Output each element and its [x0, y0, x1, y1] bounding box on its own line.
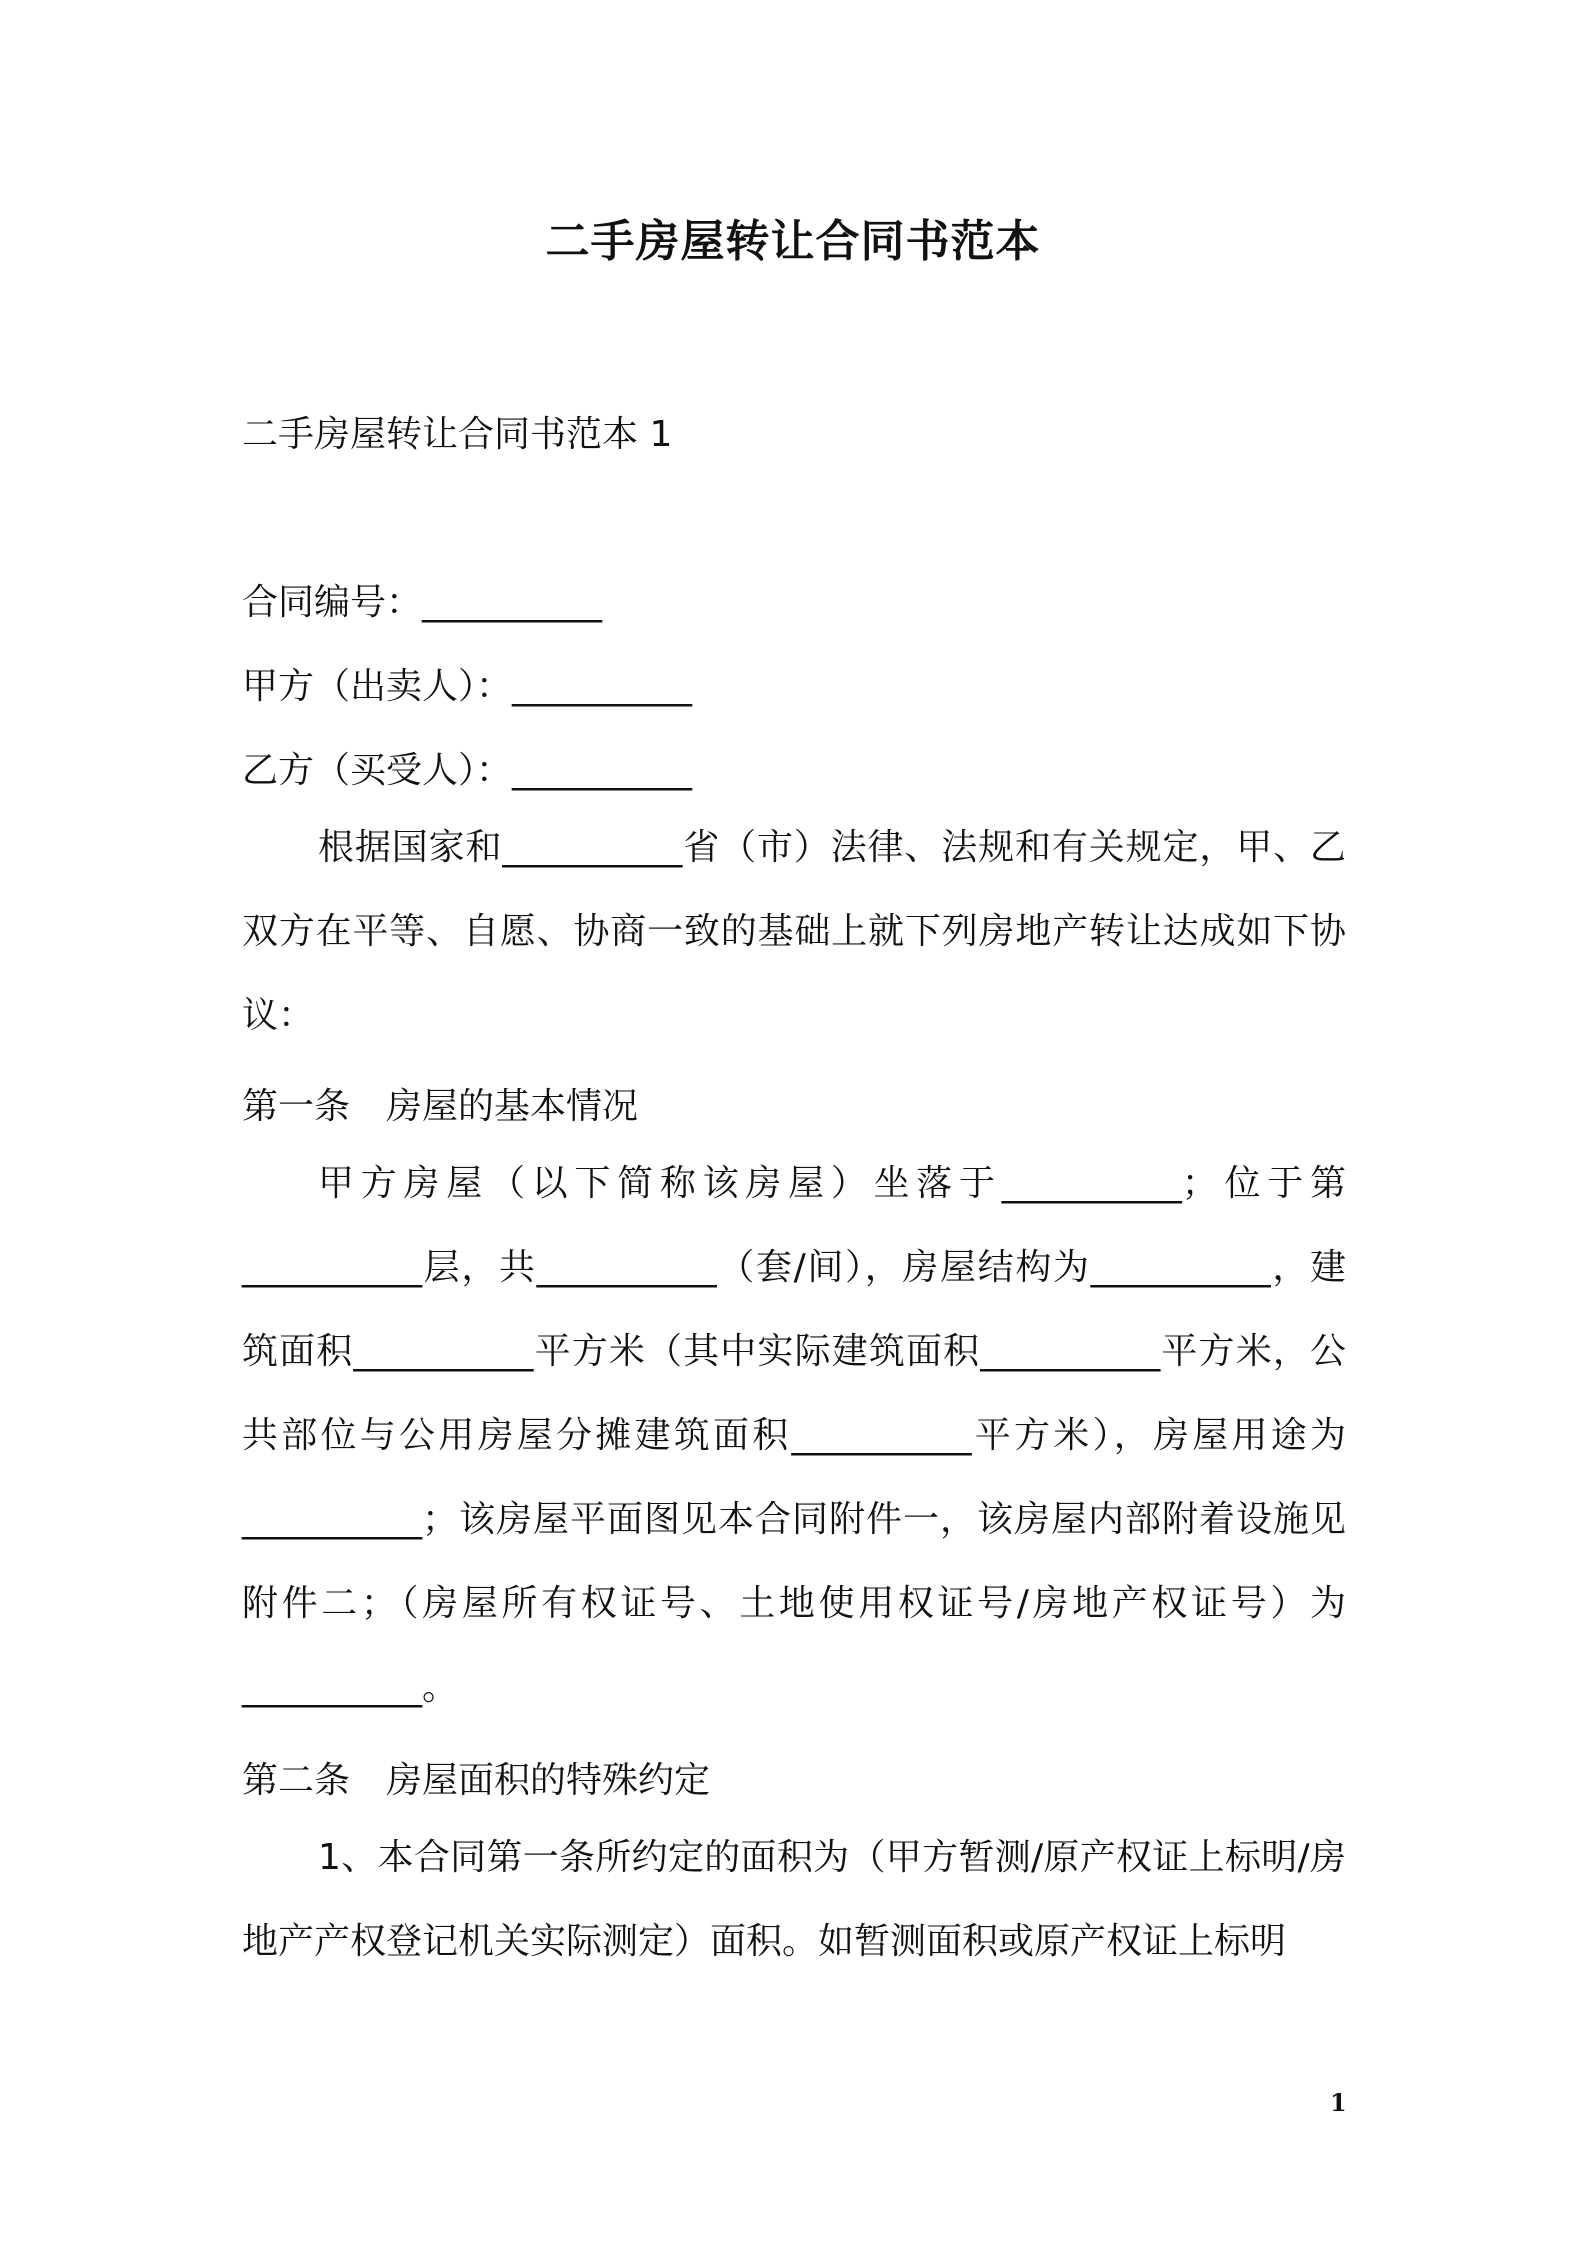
article-1-body: 甲方房屋（以下简称该房屋）坐落于__________；位于第__________层，共__________（套/间），房屋结构为__________，建筑面积__________平方米（其中实际建筑面积__________平方米，公共部位与公用房屋分摊建筑面积__________平方米），房屋用途为__________；该房屋平面图见本合同附件一，该房屋内部附着设施见附件二；（房屋所有权证号、土地使用权证号/房地产权证号）为__________。: [242, 1163, 1346, 1708]
article-2-heading: 第二条 房屋面积的特殊约定: [242, 1760, 711, 1801]
preamble-paragraph: 根据国家和__________省（市）法律、法规和有关规定，甲、乙双方在平等、自愿、协商一致的基础上就下列房地产转让达成如下协议：: [242, 827, 1346, 1036]
party-b-line: 乙方（买受人）：__________: [242, 750, 693, 791]
article-1-heading: 第一条 房屋的基本情况: [242, 1086, 639, 1127]
document-subtitle: 二手房屋转让合同书范本 1: [242, 414, 673, 455]
page-number: 1: [1330, 2088, 1347, 2117]
document-title: 二手房屋转让合同书范本: [545, 216, 1041, 267]
article-2-item-1: 1、本合同第一条所约定的面积为（甲方暂测/原产权证上标明/房地产产权登记机关实际测定）面积。如暂测面积或原产权证上标明: [242, 1837, 1346, 1962]
contract-number-line: 合同编号：__________: [242, 582, 603, 623]
party-a-line: 甲方（出卖人）：__________: [242, 666, 693, 707]
